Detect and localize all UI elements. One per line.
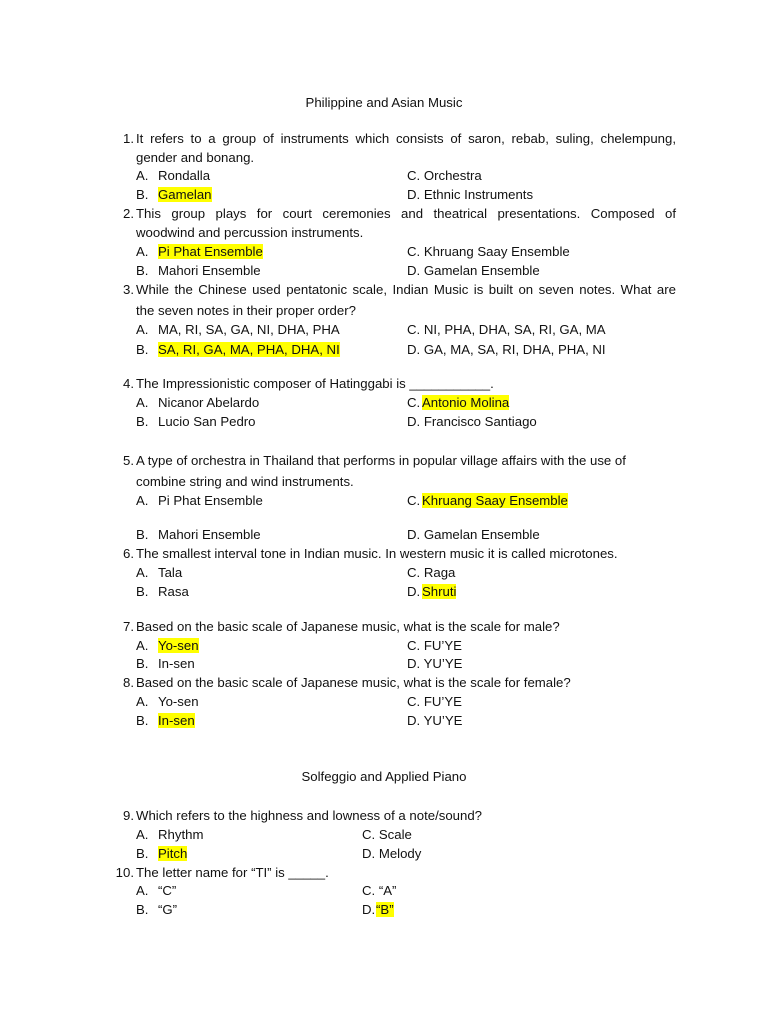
- option-text: Pi Phat Ensemble: [158, 493, 263, 508]
- question-text: combine string and wind instruments.: [136, 474, 354, 489]
- option-text: D. YU’YE: [407, 713, 463, 728]
- option-letter: A.: [136, 827, 149, 842]
- question-text: Which refers to the highness and lowness of a note/sound?: [136, 808, 483, 823]
- question-text: The letter name for “TI” is _____.: [136, 865, 329, 880]
- option-letter: B.: [136, 527, 149, 542]
- option-text: “B”: [376, 902, 394, 917]
- question-text: A type of orchestra in Thailand that performs in popular village affairs with the use of: [136, 453, 626, 468]
- option-letter: A.: [136, 168, 149, 183]
- answer-highlight: [376, 900, 394, 919]
- option-text: In-sen: [158, 656, 195, 671]
- option-letter: A.: [136, 395, 149, 410]
- question-text: Based on the basic scale of Japanese music, what is the scale for male?: [136, 619, 560, 634]
- option-text: C. Orchestra: [407, 168, 482, 183]
- option-text: Nicanor Abelardo: [158, 395, 260, 410]
- option-letter: A.: [136, 322, 149, 337]
- answer-highlight: [158, 242, 263, 261]
- option-letter: C.: [407, 493, 421, 508]
- question-number: 7.: [123, 619, 134, 634]
- option-text: Pitch: [158, 846, 188, 861]
- option-text: C. FU’YE: [407, 694, 462, 709]
- question-number: 5.: [123, 453, 134, 468]
- option-text: Lucio San Pedro: [158, 414, 256, 429]
- section-title: Solfeggio and Applied Piano: [301, 769, 467, 784]
- question-text: It refers to a group of instruments which consists of saron, rebab, suling, chelempung,: [136, 131, 676, 146]
- option-text: D. Gamelan Ensemble: [407, 527, 540, 542]
- answer-highlight: [158, 636, 199, 655]
- option-text: Shruti: [422, 584, 457, 599]
- option-text: D. Gamelan Ensemble: [407, 263, 540, 278]
- option-text: D. Ethnic Instruments: [407, 187, 534, 202]
- option-letter: A.: [136, 883, 149, 898]
- option-text: SA, RI, GA, MA, PHA, DHA, NI: [158, 342, 340, 357]
- option-text: Gamelan: [158, 187, 212, 202]
- answer-highlight: [422, 393, 509, 412]
- option-letter: B.: [136, 263, 149, 278]
- option-letter: B.: [136, 713, 149, 728]
- option-letter: A.: [136, 694, 149, 709]
- option-text: Khruang Saay Ensemble: [422, 493, 568, 508]
- option-text: D. GA, MA, SA, RI, DHA, PHA, NI: [407, 342, 606, 357]
- option-text: C. FU’YE: [407, 638, 462, 653]
- option-letter: B.: [136, 187, 149, 202]
- option-text: C. “A”: [362, 883, 397, 898]
- option-text: Antonio Molina: [422, 395, 510, 410]
- option-text: Rondalla: [158, 168, 211, 183]
- option-letter: A.: [136, 565, 149, 580]
- option-text: In-sen: [158, 713, 195, 728]
- option-text: MA, RI, SA, GA, NI, DHA, PHA: [158, 322, 340, 337]
- answer-highlight: [158, 185, 212, 204]
- option-letter: B.: [136, 584, 149, 599]
- option-text: Rasa: [158, 584, 189, 599]
- question-number: 10.: [115, 865, 134, 880]
- question-number: 2.: [123, 206, 134, 221]
- question-text: the seven notes in their proper order?: [136, 303, 356, 318]
- answer-highlight: [158, 711, 195, 730]
- option-text: Rhythm: [158, 827, 204, 842]
- answer-highlight: [422, 491, 568, 510]
- option-text: Tala: [158, 565, 183, 580]
- option-text: C. Raga: [407, 565, 456, 580]
- option-text: C. Khruang Saay Ensemble: [407, 244, 570, 259]
- option-text: D. Francisco Santiago: [407, 414, 537, 429]
- question-text: While the Chinese used pentatonic scale, Indian Music is built on seven notes. What are: [136, 282, 676, 297]
- answer-highlight: [158, 340, 340, 359]
- option-letter: B.: [136, 656, 149, 671]
- question-number: 3.: [123, 282, 134, 297]
- option-letter: B.: [136, 846, 149, 861]
- option-text: Pi Phat Ensemble: [158, 244, 263, 259]
- option-text: “G”: [158, 902, 178, 917]
- section-title: Philippine and Asian Music: [305, 95, 463, 110]
- option-letter: B.: [136, 902, 149, 917]
- answer-highlight: [422, 582, 456, 601]
- option-text: Yo-sen: [158, 694, 199, 709]
- answer-highlight: [158, 844, 187, 863]
- question-text: The Impressionistic composer of Hatinggabi is ___________.: [136, 376, 494, 391]
- option-letter: A.: [136, 493, 149, 508]
- option-text: C. Scale: [362, 827, 412, 842]
- question-text: This group plays for court ceremonies and theatrical presentations. Composed of: [136, 206, 676, 221]
- option-letter: D.: [407, 584, 421, 599]
- option-text: D. Melody: [362, 846, 422, 861]
- option-letter: D.: [362, 902, 376, 917]
- option-letter: B.: [136, 414, 149, 429]
- option-letter: A.: [136, 244, 149, 259]
- option-text: Yo-sen: [158, 638, 199, 653]
- question-number: 9.: [123, 808, 134, 823]
- option-text: “C”: [158, 883, 177, 898]
- question-text: gender and bonang.: [136, 150, 255, 165]
- question-number: 1.: [123, 131, 134, 146]
- question-number: 8.: [123, 675, 134, 690]
- option-letter: B.: [136, 342, 149, 357]
- option-text: C. NI, PHA, DHA, SA, RI, GA, MA: [407, 322, 606, 337]
- option-text: Mahori Ensemble: [158, 263, 261, 278]
- question-text: The smallest interval tone in Indian music. In western music it is called microtones.: [136, 546, 618, 561]
- option-letter: C.: [407, 395, 421, 410]
- question-text: woodwind and percussion instruments.: [136, 225, 364, 240]
- question-text: Based on the basic scale of Japanese music, what is the scale for female?: [136, 675, 571, 690]
- option-text: D. YU’YE: [407, 656, 463, 671]
- question-number: 6.: [123, 546, 134, 561]
- option-text: Mahori Ensemble: [158, 527, 261, 542]
- question-number: 4.: [123, 376, 134, 391]
- option-letter: A.: [136, 638, 149, 653]
